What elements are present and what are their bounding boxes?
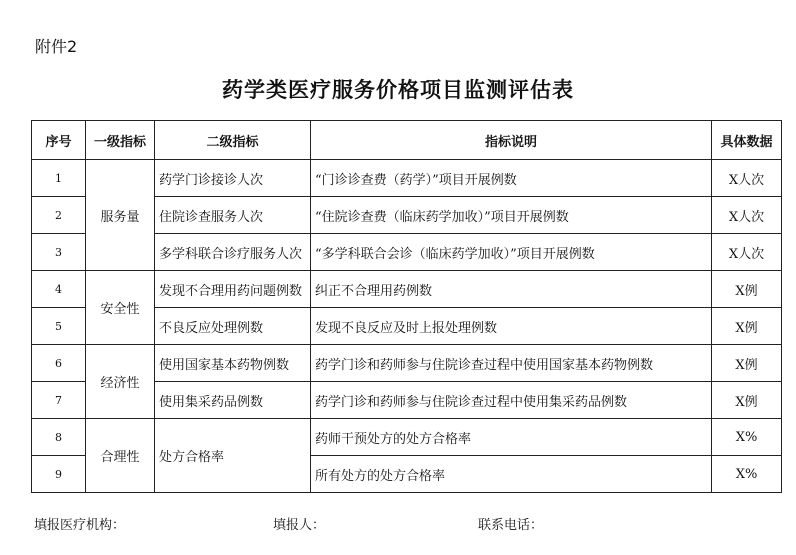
description-cell: 药学门诊和药师参与住院诊查过程中使用国家基本药物例数: [311, 345, 712, 382]
row-no: 9: [32, 456, 86, 493]
data-cell: X例: [712, 345, 782, 382]
row-no: 4: [32, 271, 86, 308]
table-header-row: [32, 121, 782, 160]
data-cell: X人次: [712, 197, 782, 234]
secondary-indicator-cell: 使用集采药品例数: [155, 382, 311, 419]
table-row: [32, 419, 782, 456]
data-cell: X例: [712, 382, 782, 419]
header-data: 具体数据: [712, 121, 782, 160]
footer-reporter-label: 填报人：: [273, 518, 326, 533]
data-cell: X例: [712, 271, 782, 308]
data-cell: X%: [712, 419, 782, 456]
row-no: 8: [32, 419, 86, 456]
description-cell: 药学门诊和药师参与住院诊查过程中使用集采药品例数: [311, 382, 712, 419]
secondary-indicator-cell: 处方合格率: [155, 419, 311, 493]
secondary-indicator-cell: 住院诊查服务人次: [155, 197, 311, 234]
header-primary-indicator: 一级指标: [86, 121, 155, 160]
primary-indicator-cell: 经济性: [86, 345, 155, 419]
description-cell: 所有处方的处方合格率: [311, 456, 712, 493]
header-no: 序号: [32, 121, 86, 160]
table-row: [32, 160, 782, 197]
secondary-indicator-cell: 药学门诊接诊人次: [155, 160, 311, 197]
row-no: 7: [32, 382, 86, 419]
primary-indicator-cell: 服务量: [86, 160, 155, 271]
attachment-label: 附件2: [35, 37, 78, 56]
row-no: 6: [32, 345, 86, 382]
data-cell: X例: [712, 308, 782, 345]
header-description: 指标说明: [311, 121, 712, 160]
footer-institution-label: 填报医疗机构：: [34, 518, 126, 533]
description-cell: “住院诊查费（临床药学加收）”项目开展例数: [311, 197, 712, 234]
primary-indicator-cell: 合理性: [86, 419, 155, 493]
secondary-indicator-cell: 多学科联合诊疗服务人次: [155, 234, 311, 271]
data-cell: X人次: [712, 234, 782, 271]
row-no: 3: [32, 234, 86, 271]
row-no: 1: [32, 160, 86, 197]
row-no: 5: [32, 308, 86, 345]
evaluation-table: [31, 120, 782, 493]
description-cell: 发现不良反应及时上报处理例数: [311, 308, 712, 345]
footer-phone-label: 联系电话：: [478, 518, 544, 533]
primary-indicator-cell: 安全性: [86, 271, 155, 345]
document-title: 药学类医疗服务价格项目监测评估表: [222, 77, 574, 102]
secondary-indicator-cell: 使用国家基本药物例数: [155, 345, 311, 382]
description-cell: 纠正不合理用药例数: [311, 271, 712, 308]
data-cell: X人次: [712, 160, 782, 197]
description-cell: “多学科联合会诊（临床药学加收）”项目开展例数: [311, 234, 712, 271]
header-secondary-indicator: 二级指标: [155, 121, 311, 160]
description-cell: 药师干预处方的处方合格率: [311, 419, 712, 456]
table-row: [32, 271, 782, 308]
secondary-indicator-cell: 发现不合理用药问题例数: [155, 271, 311, 308]
row-no: 2: [32, 197, 86, 234]
secondary-indicator-cell: 不良反应处理例数: [155, 308, 311, 345]
description-cell: “门诊诊查费（药学）”项目开展例数: [311, 160, 712, 197]
table-row: [32, 345, 782, 382]
data-cell: X%: [712, 456, 782, 493]
